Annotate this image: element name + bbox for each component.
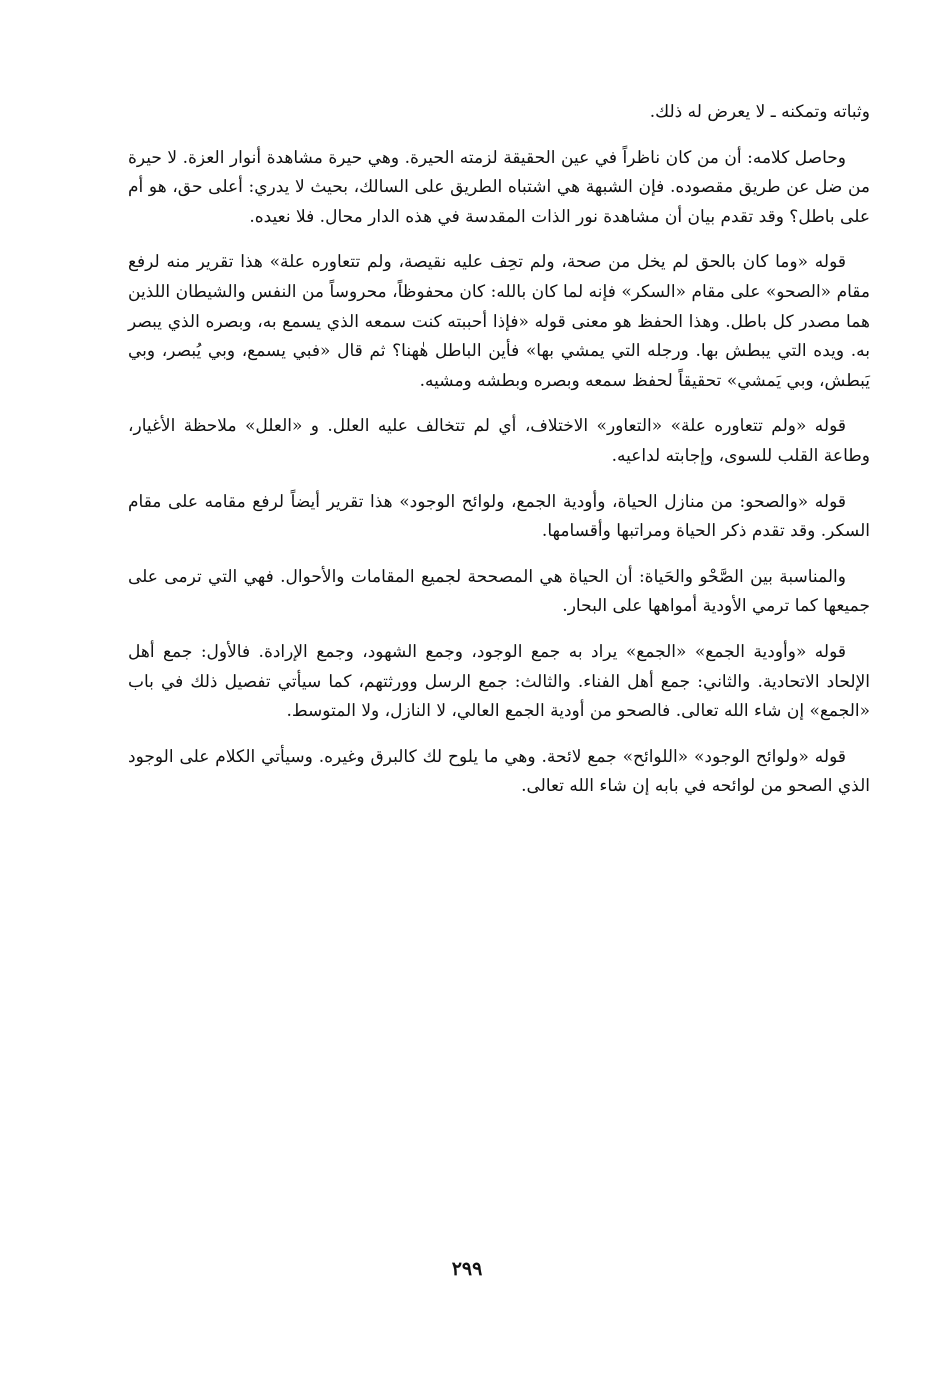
paragraph: وحاصل كلامه: أن من كان ناظراً في عين الحقيقة لزمته الحيرة. وهي حيرة مشاهدة أنوار العزة. لا حيرة من ضل عن طريق مقصوده. فإن الشبهة هي اشتباه الطريق على السالك، بحيث لا يدري: أعلى حق، هو أم على باطل؟ وقد تقدم بيان أن مشاهدة نور الذات المقدسة في هذه الدار محال. فلا نعيده.	[128, 147, 870, 227]
paragraph: قوله «ولوائح الوجود» «اللوائح» جمع لائحة. وهي ما يلوح لك كالبرق وغيره. وسيأتي الكلام على الوجود الذي الصحو من لوائحه في بابه إن شاء الله تعالى.	[128, 746, 870, 797]
paragraph: قوله «وما كان بالحق لم يخل من صحة، ولم تحِف عليه نقيصة، ولم تتعاوره علة» هذا تقرير منه لرفع مقام «الصحو» على مقام «السكر» فإنه لما كان بالله: كان محفوظاً، محروساً من النفس والشيطان اللذين هما مصدر كل باطل. وهذا الحفظ هو معنى قوله «فإذا أحببته كنت سمعه الذي يسمع به، وبصره الذي يبصر به. ويده التي يبطش بها. ورجله التي يمشي بها» فأين الباطل هٰهنا؟ ثم قال «فبي يسمع، وبي يُبصر، وبي يَبطش، وبي يَمشي» تحقيقاً لحفظ سمعه وبصره وبطشه ومشيه.	[128, 252, 870, 391]
paragraph: قوله «وأودية الجمع» «الجمع» يراد به جمع الوجود، وجمع الشهود، وجمع الإرادة. فالأول: جمع أهل الإلحاد الاتحادية. والثاني: جمع أهل الفناء. والثالث: جمع الرسل وورثتهم، كما سيأتي تفصيل ذلك في باب «الجمع» إن شاء الله تعالى. فالصحو من أودية الجمع العالي، لا النازل، ولا المتوسط.	[128, 641, 870, 722]
page-body	[128, 98, 870, 802]
page-number: ٢٩٩	[451, 1258, 483, 1280]
paragraph: والمناسبة بين الصَّحْو والحَياة: أن الحياة هي المصححة لجميع المقامات والأحوال. فهي التي ترمى على جميعها كما ترمي الأودية أمواهها على البحار.	[128, 566, 870, 617]
paragraph: قوله «والصحو: من منازل الحياة، وأودية الجمع، ولوائح الوجود» هذا تقرير أيضاً لرفع مقامه على مقام السكر. وقد تقدم ذكر الحياة ومراتبها وأقسامها.	[128, 491, 870, 542]
paragraph: قوله «ولم تتعاوره علة» «التعاور» الاختلاف، أي لم تتخالف عليه العلل. و «العلل» ملاحظة الأغيار، وطاعة القلب للسوى، وإجابته لداعيه.	[128, 416, 870, 466]
paragraph-continuation: وثباته وتمكنه ـ لا يعرض له ذلك.	[649, 102, 870, 122]
